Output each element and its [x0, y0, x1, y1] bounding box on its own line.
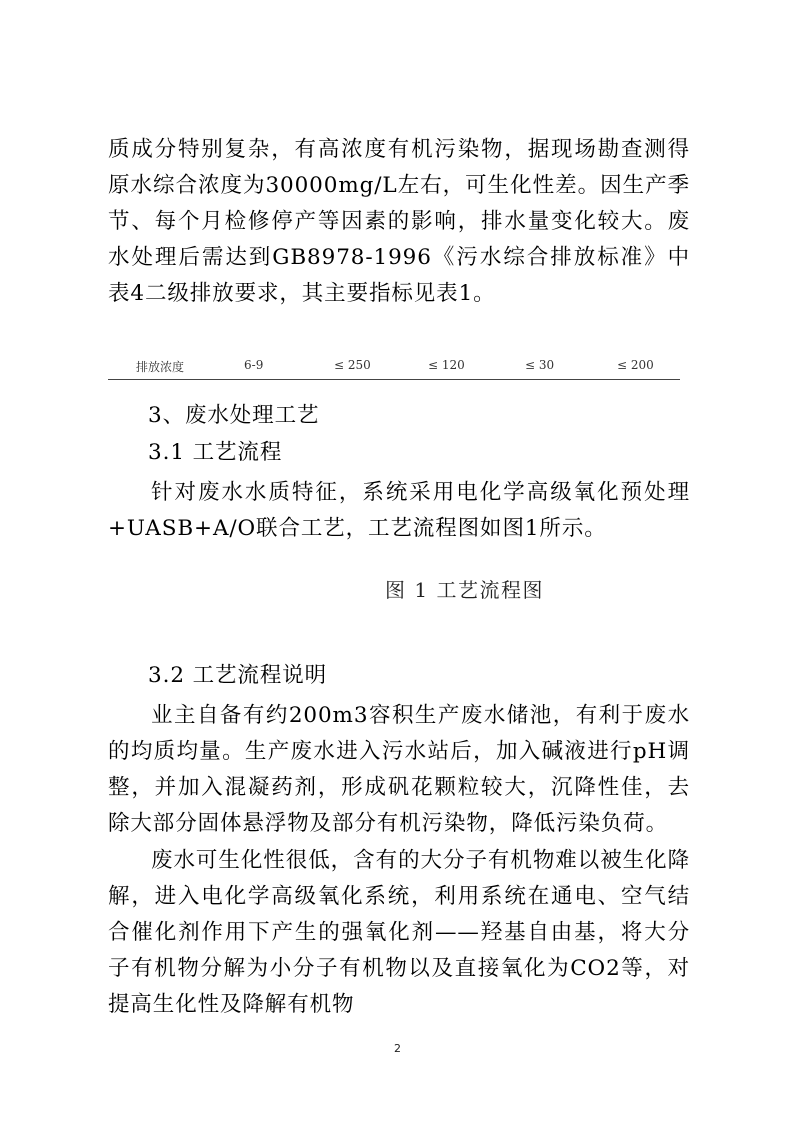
table-cell-ss: ≤ 200: [617, 358, 654, 372]
standards-table-row: [108, 353, 680, 380]
section-heading-3: 3、废水处理工艺: [148, 403, 320, 428]
page-number: 2: [394, 1042, 401, 1055]
paragraph-process-intro: 针对废水水质特征，系统采用电化学高级氧化预处理+UASB+A/O联合工艺，工艺流程图如图1所示。: [108, 480, 690, 541]
section-heading-3-2: 3.2 工艺流程说明: [148, 663, 328, 688]
table-cell-bod: ≤ 120: [428, 358, 465, 372]
section-heading-3-1: 3.1 工艺流程: [148, 440, 283, 465]
table-cell-cod: ≤ 250: [334, 358, 371, 372]
paragraph-water-quality: 质成分特别复杂，有高浓度有机污染物，据现场勘查测得原水综合浓度为30000mg/L左右，可生化性差。因生产季节、每个月检修停产等因素的影响，排水量变化较大。废水处理后需达到GB8978-1996《污水综合排放标准》中表4二级排放要求，其主要指标见表1。: [108, 137, 690, 306]
paragraph-electrochemical: 废水可生化性很低，含有的大分子有机物难以被生化降解，进入电化学高级氧化系统，利用系统在通电、空气结合催化剂作用下产生的强氧化剂——羟基自由基，将大分子有机物分解为小分子有机物以及直接氧化为CO2等，对提高生化性及降解有机物: [108, 848, 690, 1017]
table-cell-ph: 6-9: [244, 358, 264, 372]
table-cell-nh3n: ≤ 30: [525, 358, 555, 372]
paragraph-pretreatment: 业主自备有约200m3容积生产废水储池，有利于废水的均质均量。生产废水进入污水站后，加入碱液进行pH调整，并加入混凝药剂，形成矾花颗粒较大，沉降性佳，去除大部分固体悬浮物及部分有机污染物，降低污染负荷。: [108, 703, 690, 836]
figure-caption: 图 1 工艺流程图: [385, 578, 544, 602]
table-row-label: 排放浓度: [136, 360, 185, 374]
